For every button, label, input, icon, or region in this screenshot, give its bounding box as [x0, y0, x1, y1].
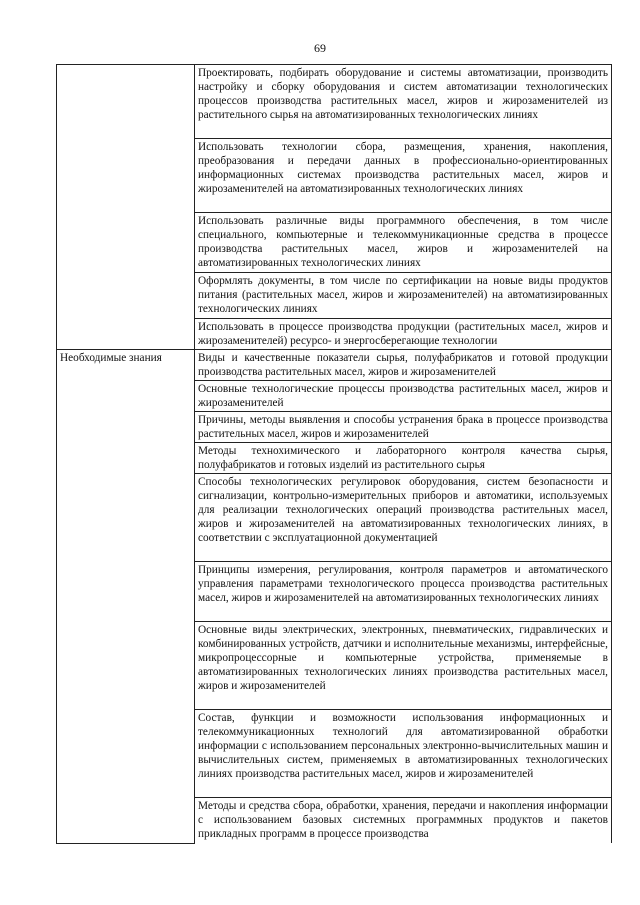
skill-cell: Проектировать, подбирать оборудование и системы автоматизации, производить настройку и сборку оборудования и систем автоматизации технологических процессов производства растительных масел, жиров и жирозаменителей из растительного сырья на автоматизированных технологических линиях: [195, 65, 612, 139]
knowledge-label: Необходимые знания: [57, 350, 195, 844]
knowledge-cell: Виды и качественные показатели сырья, полуфабрикатов и готовой продукции производства растительных масел, жиров и жирозаменителей: [195, 350, 612, 381]
knowledge-cell: Причины, методы выявления и способы устранения брака в процессе производства растительных масел, жиров и жирозаменителей: [195, 412, 612, 443]
knowledge-cell: Принципы измерения, регулирования, контроля параметров и автоматического управления параметрами технологического процесса производства растительных масел, жиров и жирозаменителей на автоматизированных технологических линиях: [195, 562, 612, 622]
page-number: 69: [314, 41, 326, 55]
requirements-table: [56, 64, 612, 844]
skills-label-cell: [57, 65, 195, 350]
table-row: [57, 65, 612, 139]
knowledge-cell: Методы технохимического и лабораторного контроля качества сырья, полуфабрикатов и готовых изделий из растительного сырья: [195, 443, 612, 474]
knowledge-cell: Основные технологические процессы производства растительных масел, жиров и жирозаменителей: [195, 381, 612, 412]
skill-cell: Использовать в процессе производства продукции (растительных масел, жиров и жирозаменителей) ресурсо- и энергосберегающие технологии: [195, 319, 612, 350]
knowledge-cell: Состав, функции и возможности использования информационных и телекоммуникационных технологий для автоматизированной обработки информации с использованием персональных электронно-вычислительных машин и вычислительных систем, применяемых в автоматизированных технологических линиях производства растительных масел, жиров и жирозаменителей: [195, 710, 612, 798]
knowledge-cell-text: Методы и средства сбора, обработки, хранения, передачи и накопления информации с использованием базовых системных программных продуктов и пакетов прикладных программ в процессе производства: [198, 800, 608, 841]
table-row: [57, 350, 612, 381]
knowledge-cell: [195, 798, 612, 844]
skill-cell: Использовать технологии сбора, размещения, хранения, накопления, преобразования и передачи данных в профессионально-ориентированных информационных системах производства растительных масел, жиров и жирозаменителей на автоматизированных технологических линиях: [195, 139, 612, 213]
knowledge-cell: Основные виды электрических, электронных, пневматических, гидравлических и комбинированных устройств, датчики и исполнительные механизмы, интерфейсные, микропроцессорные и компьютерные устройства, применяемые в автоматизированных технологических линиях производства растительных масел, жиров и жирозаменителей: [195, 622, 612, 710]
skill-cell: Оформлять документы, в том числе по сертификации на новые виды продуктов питания (растительных масел, жиров и жирозаменителей) на автоматизированных технологических линиях: [195, 273, 612, 319]
knowledge-cell: Способы технологических регулировок оборудования, систем безопасности и сигнализации, контрольно-измерительных приборов и автоматики, используемых для реализации технологических операций производства растительных масел, жиров и жирозаменителей на автоматизированных технологических линиях, в соответствии с эксплуатационной документацией: [195, 474, 612, 562]
skill-cell: Использовать различные виды программного обеспечения, в том числе специального, компьютерные и телекоммуникационные средства в процессе производства растительных масел, жиров и жирозаменителей на автоматизированных технологических линиях: [195, 213, 612, 273]
